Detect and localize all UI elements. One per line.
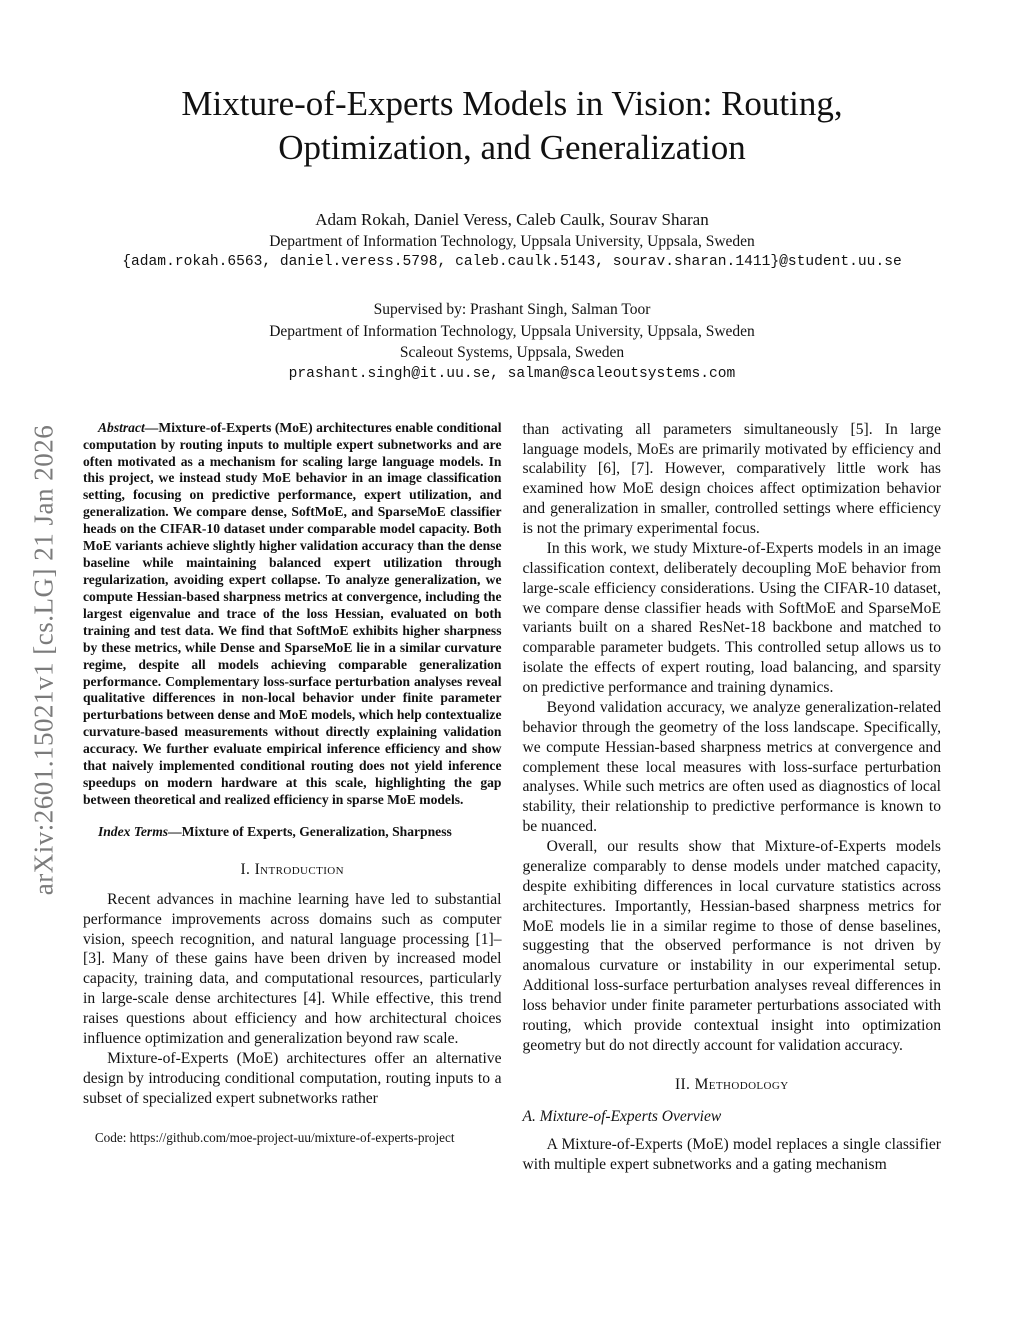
left-column [83,420,502,1175]
two-column-body [0,420,1024,1175]
intro-paragraph-4: Beyond validation accuracy, we analyze generalization-related behavior through the geometry of the loss landscape. Specifically, we compute Hessian-based sharpness metrics at convergence and complement these local measures with loss-surface perturbation analyses. While such metrics are often used as diagnostics of local stability, their relationship to predictive performance is known to be nuanced. [522,698,941,836]
author-affiliation: Department of Information Technology, Uppsala University, Uppsala, Sweden [269,232,755,250]
abstract-paragraph [83,420,502,809]
intro-paragraph-2-continuation: than activating all parameters simultaneously [5]. In large language models, MoEs are primarily motivated by efficiency and scalability [6], [7]. However, comparatively little work has examined how MoE design choices affect optimization behavior and generalization in smaller, controlled settings where efficiency is not the primary experimental focus. [522,420,941,538]
index-terms-line [83,824,502,841]
code-footnote: Code: https://github.com/moe-project-uu/mixture-of-experts-project [94,1130,455,1146]
intro-paragraph-5: Overall, our results show that Mixture-of-Experts models generalize comparably to dense models under matched capacity, despite exhibiting differences in local curvature statistics across architectures. Importantly, Hessian-based sharpness metrics for MoE models lie in a similar regime to those of dense baselines, suggesting that the observed performance is not driven by anomalous curvature or instability in our experimental setup. Additional loss-surface perturbation analyses reveal differences in loss behavior under finite parameter perturbations associated with routing, which provide contextual insight into optimization geometry but do not directly account for validation accuracy. [522,838,941,1054]
author-block [0,209,1024,273]
supervised-by-line: Supervised by: Prashant Singh, Salman Toor [373,301,651,319]
author-emails: {adam.rokah.6563, daniel.veress.5798, caleb.caulk.5143, sourav.sharan.1411}@student.uu.se [122,253,902,270]
arxiv-watermark: arXiv:2601.15021v1 [cs.LG] 21 Jan 2026 [28,424,59,896]
abstract-text: Mixture-of-Experts (MoE) architectures enable conditional computation by routing inputs to multiple expert subnetworks and are often motivated as a mechanism for scaling large language models. In this project, we instead study MoE behavior in an image classification setting, focusing on predictive performance, expert utilization, and generalization. We compare dense, SoftMoE, and SparseMoE classifier heads on the CIFAR-10 dataset under comparable model capacity. Both MoE variants achieve slightly higher validation accuracy than the dense baseline while maintaining balanced expert utilization through regularization, avoiding expert collapse. To analyze generalization, we compute Hessian-based sharpness metrics at convergence, including the largest eigenvalue and trace of the loss Hessian, evaluated on both training and test data. We find that SoftMoE exhibits higher sharpness by these metrics, while Dense and SparseMoE lie in a similar curvature regime, despite all models achieving comparable generalization performance. Complementary loss-surface perturbation analyses reveal qualitative differences in non-local behavior under finite parameter perturbations between dense and MoE models, which help contextualize curvature-based measurements without directly explaining validation accuracy. We further evaluate empirical inference efficiency and show that naively implemented conditional routing does not yield inference speedups on modern hardware at this scale, highlighting the gap between theoretical and realized efficiency in sparse MoE models. [83,419,502,807]
supervisor-emails: prashant.singh@it.uu.se, salman@scaleoutsystems.com [288,365,736,382]
section-heading-methodology: II. Methodology [674,1075,789,1093]
abstract-label: Abstract— [97,419,159,435]
intro-paragraph-3: In this work, we study Mixture-of-Experts models in an image classification context, deliberately decoupling MoE behavior from large-scale efficiency considerations. Using the CIFAR-10 dataset, we compare dense classifier heads with SoftMoE and SparseMoE variants built on a shared ResNet-18 backbone and matched to comparable parameter budgets. This controlled setup allows us to isolate the effects of expert routing, load balancing, and sparsity on predictive performance and training dynamics. [522,539,941,697]
paper-header [0,0,1024,384]
supervisor-organization: Scaleout Systems, Uppsala, Sweden [399,344,625,362]
paper-title: Mixture-of-Experts Models in Vision: Routing, Optimization, and Generalization [181,84,843,168]
intro-paragraph-1: Recent advances in machine learning have led to substantial performance improvements across domains such as computer vision, speech recognition, and natural language processing [1]–[3]. Many of these gains have been driven by increased model capacity, training data, and computational resources, particularly in large-scale dense architectures [4]. While effective, this trend raises questions about efficiency and how architectural choices influence optimization and generalization beyond raw scale. [83,890,502,1047]
section-heading-introduction: I. Introduction [240,860,344,878]
index-terms-label: Index Terms— [97,823,182,839]
supervisor-affiliation: Department of Information Technology, Uppsala University, Uppsala, Sweden [269,322,755,340]
intro-paragraph-2: Mixture-of-Experts (MoE) architectures offer an alternative design by introducing conditional computation, routing inputs to a subset of specialized expert subnetworks rather [83,1049,502,1107]
right-column [523,420,942,1175]
author-names: Adam Rokah, Daniel Veress, Caleb Caulk, Sourav Sharan [315,209,709,229]
methodology-paragraph-1: A Mixture-of-Experts (MoE) model replaces a single classifier with multiple expert subnetworks and a gating mechanism [522,1135,941,1173]
supervised-block [0,299,1024,383]
subsection-heading-moe-overview: A. Mixture-of-Experts Overview [522,1107,722,1125]
index-terms-text: Mixture of Experts, Generalization, Sharpness [181,823,452,839]
